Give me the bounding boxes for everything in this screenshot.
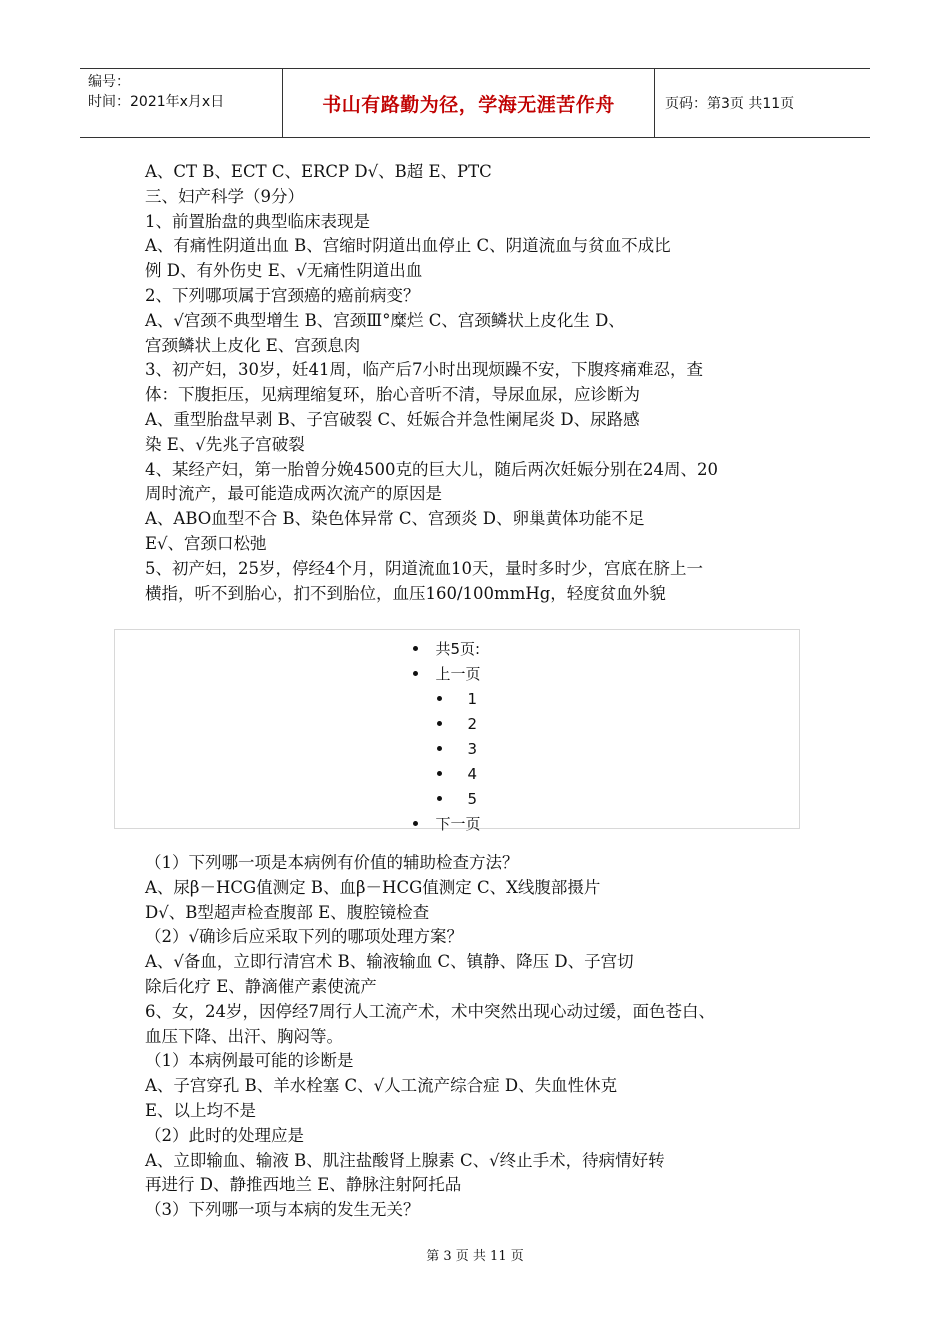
text-line: 5、初产妇，25岁，停经4个月，阴道流血10天，量时多时少，宫底在脐上一 — [145, 558, 703, 578]
header-page-info: 页码：第3页 共11页 — [665, 96, 795, 112]
text-line: A、√备血，立即行清宫术 B、输液输血 C、镇静、降压 D、子宫切 — [145, 952, 634, 972]
text-line: 再进行 D、静推西地兰 E、静脉注射阿托品 — [145, 1175, 462, 1195]
serial-label: 编号： — [88, 74, 130, 90]
time-label: 时间：2021年x月x日 — [88, 94, 225, 110]
pagination-prev-link[interactable]: 上一页 — [115, 661, 799, 686]
text-line: E、以上均不是 — [145, 1100, 257, 1120]
bullet-icon — [413, 646, 418, 651]
text-line: 染 E、√先兆子宫破裂 — [145, 434, 305, 454]
text-line: 3、初产妇，30岁，妊41周，临产后7小时出现烦躁不安，下腹疼痛难忍，查 — [145, 360, 703, 380]
text-line: 横指，听不到胎心，扪不到胎位，血压160/100mmHg，轻度贫血外貌 — [145, 583, 666, 603]
text-line: A、立即输血、输液 B、肌注盐酸肾上腺素 C、√终止手术，待病情好转 — [145, 1150, 665, 1170]
text-line: 4、某经产妇，第一胎曾分娩4500克的巨大儿，随后两次妊娠分别在24周、20 — [145, 459, 718, 479]
text-line: A、√宫颈不典型增生 B、宫颈Ⅲ°糜烂 C、宫颈鳞状上皮化生 D、 — [145, 310, 625, 330]
content-top — [145, 160, 815, 606]
bullet-icon — [437, 746, 442, 751]
pagination-page-link[interactable]: 2 — [115, 711, 799, 736]
text-line: 血压下降、出汗、胸闷等。 — [145, 1026, 343, 1046]
pagination-next-link[interactable]: 下一页 — [115, 811, 799, 836]
header-meta — [80, 69, 283, 137]
pagination-box — [114, 629, 800, 833]
text-line: 6、女，24岁，因停经7周行人工流产术，术中突然出现心动过缓，面色苍白、 — [145, 1001, 715, 1021]
text-line: E√、宫颈口松弛 — [145, 533, 267, 553]
text-line: （2）√确诊后应采取下列的哪项处理方案？ — [145, 927, 464, 947]
header-motto: 书山有路勤为径，学海无涯苦作舟 — [283, 69, 655, 137]
text-line: 2、下列哪项属于宫颈癌的癌前病变？ — [145, 285, 420, 305]
text-line: （1）本病例最可能的诊断是 — [145, 1051, 354, 1071]
text-line: 三、妇产科学（9分） — [145, 186, 304, 206]
text-line: 周时流产，最可能造成两次流产的原因是 — [145, 484, 442, 504]
text-line: 例 D、有外伤史 E、√无痛性阴道出血 — [145, 261, 423, 281]
page-footer: 第 3 页 共 11 页 — [426, 1249, 524, 1264]
bullet-icon — [413, 821, 418, 826]
text-line: 宫颈鳞状上皮化 E、宫颈息肉 — [145, 335, 361, 355]
page-header — [80, 68, 870, 138]
bullet-icon — [437, 796, 442, 801]
bullet-icon — [437, 696, 442, 701]
pagination-page-link[interactable]: 5 — [115, 786, 799, 811]
text-line: A、尿β－HCG值测定 B、血β－HCG值测定 C、X线腹部摄片 — [145, 877, 601, 897]
bullet-icon — [413, 671, 418, 676]
text-line: A、重型胎盘早剥 B、子宫破裂 C、妊娠合并急性阑尾炎 D、尿路感 — [145, 409, 640, 429]
text-line: A、CT B、ECT C、ERCP D√、B超 E、PTC — [145, 162, 492, 181]
text-line: A、子宫穿孔 B、羊水栓塞 C、√人工流产综合症 D、失血性休克 — [145, 1076, 618, 1096]
text-line: 除后化疗 E、静滴催产素使流产 — [145, 976, 377, 996]
pagination-page-link[interactable]: 4 — [115, 761, 799, 786]
pagination-page-link[interactable]: 3 — [115, 736, 799, 761]
pagination-page-link[interactable]: 1 — [115, 686, 799, 711]
text-line: 体：下腹拒压，见病理缩复环，胎心音听不清，导尿血尿，应诊断为 — [145, 385, 640, 405]
text-line: 1、前置胎盘的典型临床表现是 — [145, 211, 370, 231]
text-line: A、有痛性阴道出血 B、宫缩时阴道出血停止 C、阴道流血与贫血不成比 — [145, 236, 671, 256]
text-line: （1）下列哪一项是本病例有价值的辅助检查方法？ — [145, 853, 519, 872]
text-line: （3）下列哪一项与本病的发生无关？ — [145, 1200, 420, 1220]
text-line: （2）此时的处理应是 — [145, 1125, 304, 1145]
content-bottom — [145, 851, 815, 1223]
text-line: D√、B型超声检查腹部 E、腹腔镜检查 — [145, 902, 430, 922]
pagination-list — [115, 630, 799, 836]
pagination-total: 共5页: — [115, 636, 799, 661]
text-line: A、ABO血型不合 B、染色体异常 C、宫颈炎 D、卵巢黄体功能不足 — [145, 509, 645, 529]
bullet-icon — [437, 771, 442, 776]
bullet-icon — [437, 721, 442, 726]
